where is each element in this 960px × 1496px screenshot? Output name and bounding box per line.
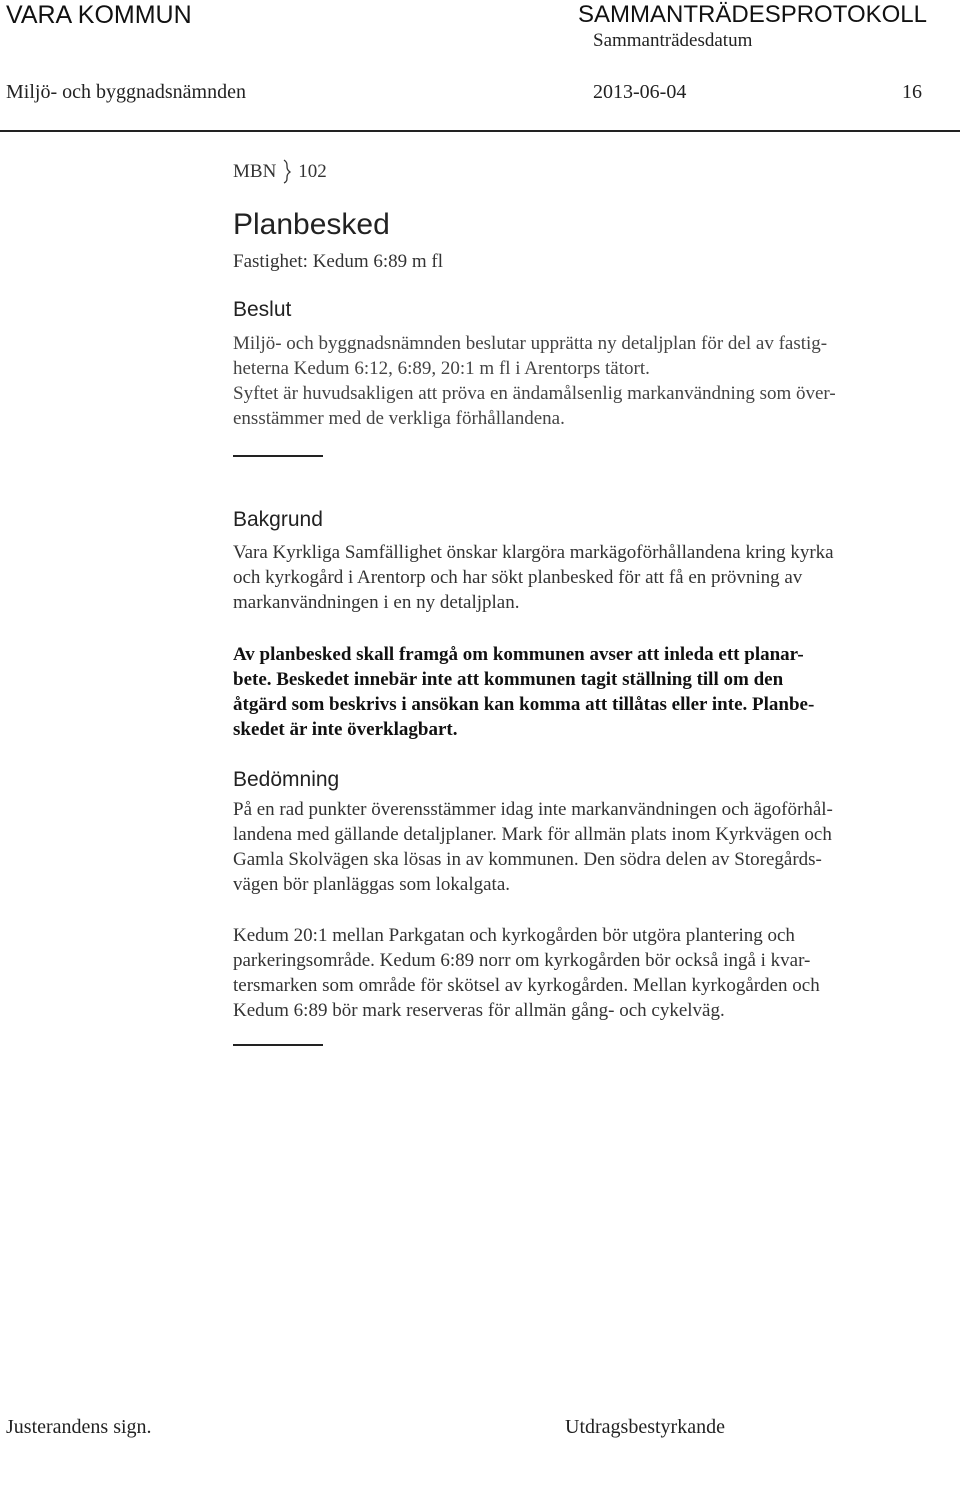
text-line: heterna Kedum 6:12, 6:89, 20:1 m fl i Arentorps tätort. — [233, 358, 650, 379]
section-divider — [233, 1044, 323, 1046]
text-line: bete. Beskedet innebär inte att kommunen tagit ställning till om den — [233, 669, 784, 690]
text-line: Gamla Skolvägen ska lösas in av kommunen. Den södra delen av Storegårds- — [233, 849, 822, 870]
text-line: Miljö- och byggnadsnämnden beslutar upprätta ny detaljplan för del av fastig- — [233, 333, 828, 354]
text-line: markanvändningen i en ny detaljplan. — [233, 592, 520, 613]
heading-bedomning: Bedömning — [233, 768, 340, 791]
bedomning-paragraph-1 — [233, 797, 933, 897]
meeting-date-label: Sammanträdesdatum — [593, 30, 753, 51]
text-line: På en rad punkter överensstämmer idag inte markanvändningen och ägoförhål- — [233, 799, 833, 820]
heading-beslut: Beslut — [233, 298, 292, 321]
text-line: parkeringsområde. Kedum 6:89 norr om kyrkogården bör också ingå i kvar- — [233, 950, 811, 971]
section-prefix: MBN — [233, 161, 277, 182]
text-line: vägen bör planläggas som lokalgata. — [233, 874, 511, 895]
municipality-name: VARA KOMMUN — [6, 1, 192, 29]
document-type: SAMMANTRÄDESPROTOKOLL — [578, 1, 927, 28]
committee-name: Miljö- och byggnadsnämnden — [6, 81, 246, 103]
heading-bakgrund: Bakgrund — [233, 508, 323, 531]
bakgrund-text — [233, 540, 933, 615]
footer-signature-label: Justerandens sign. — [6, 1416, 152, 1438]
text-line: Vara Kyrkliga Samfällighet önskar klargöra markägoförhållandena kring kyrka — [233, 542, 834, 563]
text-line: landena med gällande detaljplaner. Mark för allmän plats inom Kyrkvägen och — [233, 824, 832, 845]
text-line: och kyrkogård i Arentorp och har sökt planbesked för att få en prövning av — [233, 567, 803, 588]
planbesked-note — [233, 642, 933, 742]
section-divider — [233, 455, 323, 457]
meeting-date: 2013-06-04 — [593, 81, 687, 103]
footer-certification-label: Utdragsbestyrkande — [565, 1416, 725, 1438]
section-sign-icon — [280, 158, 294, 184]
text-line: skedet är inte överklagbart. — [233, 719, 458, 740]
property-designation: Fastighet: Kedum 6:89 m fl — [233, 251, 444, 272]
page-number: 16 — [902, 81, 922, 103]
text-line: ensstämmer med de verkliga förhållandena. — [233, 408, 565, 429]
text-line: Av planbesked skall framgå om kommunen avser att inleda ett planar- — [233, 644, 804, 665]
text-line: åtgärd som beskrivs i ansökan kan komma att tillåtas eller inte. Planbe- — [233, 694, 815, 715]
bedomning-paragraph-2 — [233, 923, 933, 1023]
section-number — [233, 158, 327, 184]
header-divider — [0, 130, 960, 132]
section-value: 102 — [298, 161, 327, 182]
text-line: Kedum 20:1 mellan Parkgatan och kyrkogården bör utgöra plantering och — [233, 925, 795, 946]
page-title: Planbesked — [233, 208, 390, 241]
text-line: tersmarken som område för skötsel av kyrkogården. Mellan kyrkogården och — [233, 975, 820, 996]
text-line: Kedum 6:89 bör mark reserveras för allmän gång- och cykelväg. — [233, 1000, 725, 1021]
text-line: Syftet är huvudsakligen att pröva en ändamålsenlig markanvändning som över- — [233, 383, 836, 404]
beslut-text — [233, 331, 933, 431]
